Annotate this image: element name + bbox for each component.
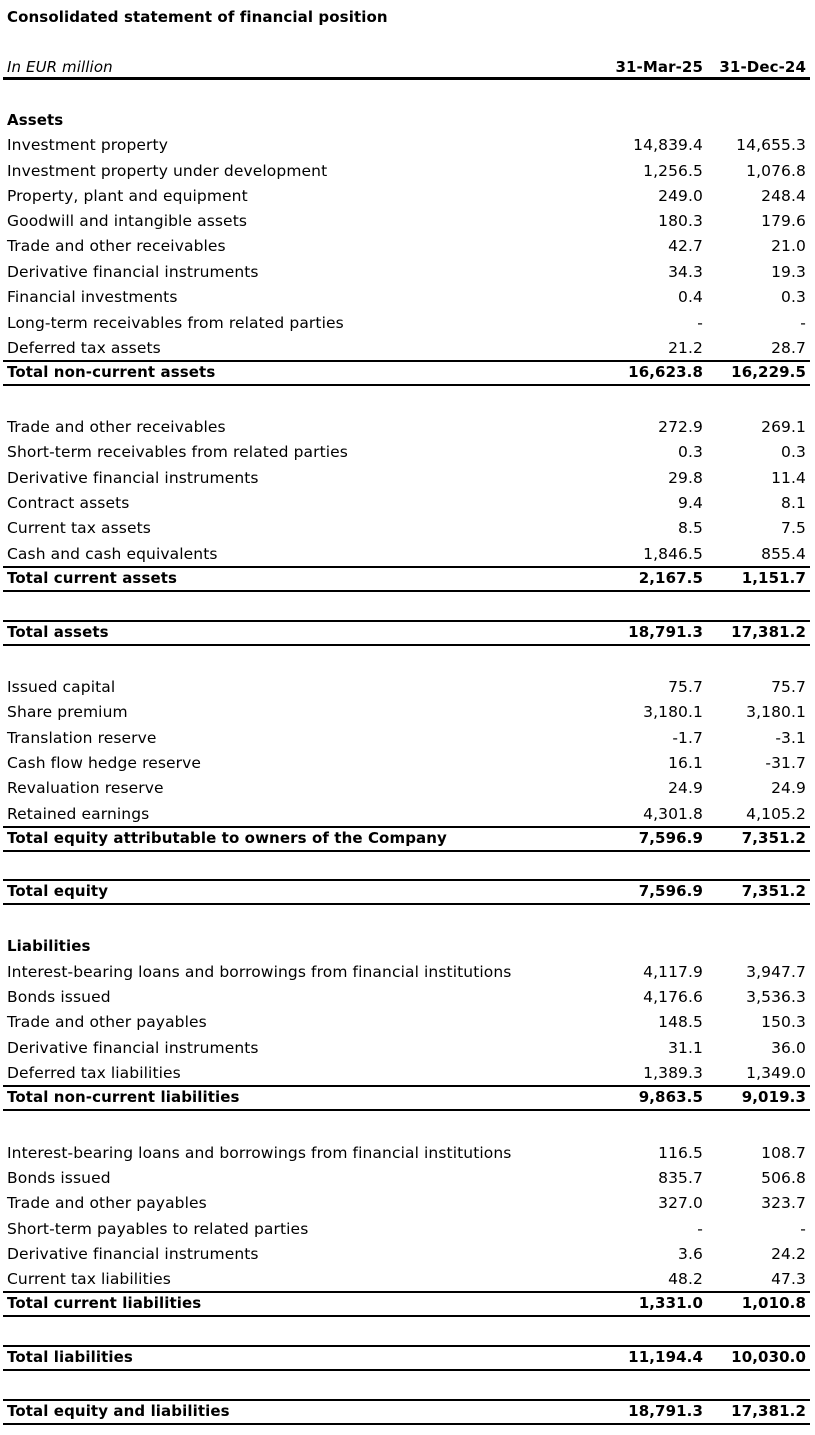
row-label: Trade and other receivables [7, 237, 226, 255]
value-31-mar-25: 42.7 [668, 237, 703, 255]
value-31-mar-25: 4,176.6 [643, 988, 703, 1006]
table-row [3, 210, 810, 232]
row-label: Revaluation reserve [7, 779, 164, 797]
total-row [3, 826, 810, 852]
table-row [3, 1192, 810, 1214]
value-31-mar-25: 1,256.5 [643, 162, 703, 180]
row-label: Total current assets [7, 569, 178, 587]
table-row [3, 160, 810, 182]
table-row [3, 416, 810, 438]
value-31-dec-24: 24.9 [771, 779, 806, 797]
value-31-mar-25: 835.7 [658, 1169, 703, 1187]
value-31-mar-25: - [697, 1220, 703, 1238]
table-row [3, 261, 810, 283]
table-row [3, 1167, 810, 1189]
row-label: Derivative financial instruments [7, 1039, 259, 1057]
row-label: Retained earnings [7, 805, 150, 823]
row-label: Trade and other receivables [7, 418, 226, 436]
column-header-31-mar-25: 31-Mar-25 [615, 58, 703, 76]
value-31-mar-25: 4,301.8 [643, 805, 703, 823]
row-label: Derivative financial instruments [7, 263, 259, 281]
table-row [3, 701, 810, 723]
value-31-dec-24: 3,180.1 [746, 703, 806, 721]
value-31-dec-24: 10,030.0 [731, 1348, 806, 1366]
row-label: Translation reserve [7, 729, 157, 747]
value-31-dec-24: 4,105.2 [746, 805, 806, 823]
value-31-dec-24: 7,351.2 [741, 882, 806, 900]
row-label: Short-term payables to related parties [7, 1220, 309, 1238]
column-header-31-dec-24: 31-Dec-24 [719, 58, 806, 76]
value-31-dec-24: 1,349.0 [746, 1064, 806, 1082]
value-31-dec-24: - [800, 1220, 806, 1238]
row-label: Liabilities [7, 937, 91, 955]
row-label: Assets [7, 111, 64, 129]
value-31-dec-24: 7.5 [781, 519, 806, 537]
value-31-mar-25: 14,839.4 [633, 136, 703, 154]
value-31-mar-25: 34.3 [668, 263, 703, 281]
row-label: Total liabilities [7, 1348, 133, 1366]
value-31-dec-24: 8.1 [781, 494, 806, 512]
section-heading [3, 935, 810, 957]
row-label: Deferred tax assets [7, 339, 161, 357]
value-31-mar-25: 8.5 [678, 519, 703, 537]
section-heading [3, 109, 810, 131]
value-31-mar-25: 16,623.8 [628, 363, 703, 381]
value-31-dec-24: 47.3 [771, 1270, 806, 1288]
value-31-dec-24: -3.1 [775, 729, 806, 747]
value-31-dec-24: 17,381.2 [731, 623, 806, 641]
row-label: Short-term receivables from related parties [7, 443, 348, 461]
value-31-mar-25: 116.5 [658, 1144, 703, 1162]
value-31-mar-25: 4,117.9 [643, 963, 703, 981]
value-31-dec-24: 24.2 [771, 1245, 806, 1263]
table-row [3, 543, 810, 565]
total-row [3, 879, 810, 905]
value-31-mar-25: 9.4 [678, 494, 703, 512]
table-row [3, 1037, 810, 1059]
row-label: Total assets [7, 623, 109, 641]
statement-title: Consolidated statement of financial position [7, 8, 388, 26]
value-31-dec-24: 0.3 [781, 443, 806, 461]
table-row [3, 185, 810, 207]
value-31-dec-24: 269.1 [761, 418, 806, 436]
row-label: Bonds issued [7, 988, 111, 1006]
value-31-dec-24: 7,351.2 [741, 829, 806, 847]
value-31-mar-25: 24.9 [668, 779, 703, 797]
row-label: Property, plant and equipment [7, 187, 248, 205]
total-row [3, 620, 810, 646]
total-row [3, 360, 810, 386]
value-31-dec-24: 21.0 [771, 237, 806, 255]
value-31-mar-25: 327.0 [658, 1194, 703, 1212]
total-row [3, 1399, 810, 1425]
value-31-mar-25: 75.7 [668, 678, 703, 696]
row-label: Total current liabilities [7, 1294, 202, 1312]
value-31-dec-24: -31.7 [765, 754, 806, 772]
value-31-dec-24: 3,947.7 [746, 963, 806, 981]
value-31-mar-25: 18,791.3 [628, 1402, 703, 1420]
value-31-mar-25: - [697, 314, 703, 332]
total-row [3, 566, 810, 592]
value-31-mar-25: -1.7 [672, 729, 703, 747]
row-label: Total non-current liabilities [7, 1088, 240, 1106]
row-label: Financial investments [7, 288, 178, 306]
value-31-mar-25: 29.8 [668, 469, 703, 487]
row-label: Interest-bearing loans and borrowings from financial institutions [7, 1144, 512, 1162]
table-row [3, 777, 810, 799]
value-31-mar-25: 180.3 [658, 212, 703, 230]
row-label: Current tax liabilities [7, 1270, 171, 1288]
value-31-dec-24: 28.7 [771, 339, 806, 357]
unit-label: In EUR million [7, 58, 113, 76]
value-31-mar-25: 1,846.5 [643, 545, 703, 563]
total-row [3, 1345, 810, 1371]
row-label: Issued capital [7, 678, 116, 696]
row-label: Long-term receivables from related parties [7, 314, 344, 332]
row-label: Trade and other payables [7, 1013, 207, 1031]
table-row [3, 1142, 810, 1164]
value-31-dec-24: 36.0 [771, 1039, 806, 1057]
table-row [3, 676, 810, 698]
value-31-mar-25: 21.2 [668, 339, 703, 357]
value-31-mar-25: 18,791.3 [628, 623, 703, 641]
table-row [3, 337, 810, 359]
row-label: Contract assets [7, 494, 130, 512]
value-31-dec-24: 150.3 [761, 1013, 806, 1031]
table-row [3, 492, 810, 514]
table-row [3, 467, 810, 489]
value-31-mar-25: 1,389.3 [643, 1064, 703, 1082]
value-31-dec-24: 108.7 [761, 1144, 806, 1162]
value-31-mar-25: 7,596.9 [638, 882, 703, 900]
table-row [3, 1062, 810, 1084]
row-label: Total equity and liabilities [7, 1402, 230, 1420]
value-31-mar-25: 9,863.5 [638, 1088, 703, 1106]
value-31-mar-25: 11,194.4 [628, 1348, 703, 1366]
value-31-dec-24: 1,151.7 [741, 569, 806, 587]
row-label: Derivative financial instruments [7, 1245, 259, 1263]
value-31-dec-24: 19.3 [771, 263, 806, 281]
table-row [3, 441, 810, 463]
value-31-mar-25: 3.6 [678, 1245, 703, 1263]
value-31-mar-25: 0.3 [678, 443, 703, 461]
value-31-mar-25: 7,596.9 [638, 829, 703, 847]
row-label: Total equity [7, 882, 109, 900]
value-31-mar-25: 148.5 [658, 1013, 703, 1031]
table-row [3, 235, 810, 257]
table-row [3, 312, 810, 334]
row-label: Deferred tax liabilities [7, 1064, 181, 1082]
row-label: Total non-current assets [7, 363, 216, 381]
table-row [3, 803, 810, 825]
table-row [3, 986, 810, 1008]
value-31-mar-25: 249.0 [658, 187, 703, 205]
row-label: Investment property under development [7, 162, 328, 180]
value-31-mar-25: 48.2 [668, 1270, 703, 1288]
value-31-dec-24: 9,019.3 [741, 1088, 806, 1106]
table-row [3, 1243, 810, 1265]
value-31-mar-25: 272.9 [658, 418, 703, 436]
row-label: Current tax assets [7, 519, 151, 537]
value-31-dec-24: 1,076.8 [746, 162, 806, 180]
total-row [3, 1085, 810, 1111]
table-row [3, 517, 810, 539]
value-31-dec-24: 17,381.2 [731, 1402, 806, 1420]
row-label: Cash flow hedge reserve [7, 754, 202, 772]
value-31-mar-25: 1,331.0 [638, 1294, 703, 1312]
value-31-dec-24: 506.8 [761, 1169, 806, 1187]
row-label: Investment property [7, 136, 168, 154]
row-label: Total equity attributable to owners of the Company [7, 829, 447, 847]
table-row [3, 752, 810, 774]
value-31-dec-24: 323.7 [761, 1194, 806, 1212]
row-label: Cash and cash equivalents [7, 545, 218, 563]
table-row [3, 961, 810, 983]
value-31-mar-25: 16.1 [668, 754, 703, 772]
value-31-mar-25: 0.4 [678, 288, 703, 306]
value-31-mar-25: 2,167.5 [638, 569, 703, 587]
value-31-dec-24: 179.6 [761, 212, 806, 230]
row-label: Interest-bearing loans and borrowings from financial institutions [7, 963, 512, 981]
value-31-dec-24: 75.7 [771, 678, 806, 696]
value-31-dec-24: 0.3 [781, 288, 806, 306]
table-row [3, 1218, 810, 1240]
value-31-dec-24: 14,655.3 [736, 136, 806, 154]
value-31-dec-24: 3,536.3 [746, 988, 806, 1006]
row-label: Goodwill and intangible assets [7, 212, 248, 230]
table-row [3, 286, 810, 308]
value-31-dec-24: 16,229.5 [731, 363, 806, 381]
table-row [3, 727, 810, 749]
row-label: Bonds issued [7, 1169, 111, 1187]
row-label: Share premium [7, 703, 128, 721]
row-label: Trade and other payables [7, 1194, 207, 1212]
table-row [3, 1268, 810, 1290]
value-31-dec-24: 855.4 [761, 545, 806, 563]
total-row [3, 1291, 810, 1317]
row-label: Derivative financial instruments [7, 469, 259, 487]
value-31-mar-25: 31.1 [668, 1039, 703, 1057]
value-31-dec-24: - [800, 314, 806, 332]
value-31-dec-24: 11.4 [771, 469, 806, 487]
table-row [3, 134, 810, 156]
table-row [3, 1011, 810, 1033]
value-31-mar-25: 3,180.1 [643, 703, 703, 721]
value-31-dec-24: 1,010.8 [741, 1294, 806, 1312]
value-31-dec-24: 248.4 [761, 187, 806, 205]
